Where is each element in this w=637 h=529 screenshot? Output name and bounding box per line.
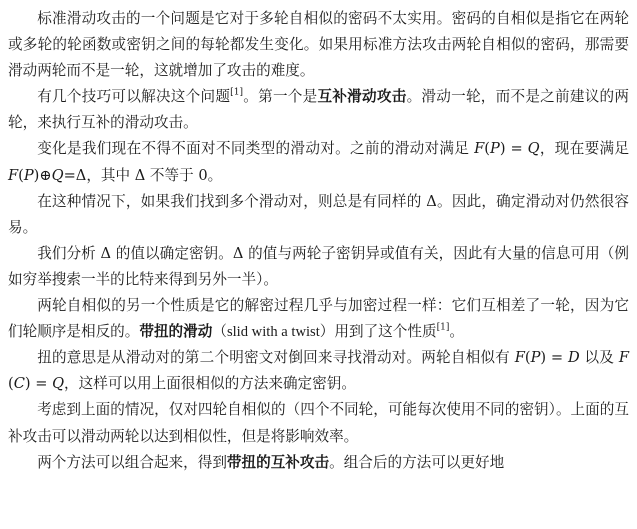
math-variable: Q: [51, 166, 64, 184]
bold-term: 带扭的滑动: [139, 323, 213, 341]
text-run: 。滑动一轮，而不是之前建议的两轮，来执行互补的滑动攻击。: [8, 88, 629, 132]
text-run: 扭的意思是从滑动对的第二个明密文对倒回来寻找滑动对。两轮自相似有: [37, 349, 515, 367]
text-run: 。: [449, 323, 464, 341]
text-run: 以及: [579, 349, 619, 367]
text-run: (: [484, 140, 490, 158]
text-run: 两轮自相似的另一个性质是它的解密过程几乎与加密过程一样：它们互相差了一轮，因为它们轮顺序是相反的。: [8, 297, 629, 341]
math-variable: P: [23, 166, 34, 184]
bold-term: 带扭的互补攻击: [226, 453, 330, 471]
english-term: slid with a twist: [226, 324, 320, 341]
text-run: ) =: [499, 140, 523, 158]
text-run: 考虑到上面的情况，仅对四轮自相似的（四个不同轮，可能每次使用不同的密钥）。上面的互补攻击可以滑动两轮以达到相似性，但是将影响效率。: [8, 401, 629, 445]
text-run: 两个方法可以组合起来，得到: [37, 453, 227, 471]
math-variable: F: [8, 166, 19, 184]
paragraph: [8, 84, 629, 136]
text-run: ）用到了这个性质: [319, 323, 437, 341]
text-run: ) =: [24, 375, 53, 393]
text-run: (: [524, 349, 531, 367]
text-run: (: [8, 375, 14, 393]
bold-term: 互补滑动攻击: [317, 88, 407, 106]
text-run: ) =: [540, 349, 568, 367]
text-run: 。组合后的方法可以更好地: [329, 453, 505, 471]
paragraph: [8, 345, 629, 397]
math-variable: D: [567, 349, 580, 367]
paragraph: [8, 136, 629, 188]
paragraph: [8, 450, 629, 476]
math-variable: Q: [52, 375, 65, 393]
math-variable: P: [530, 349, 541, 367]
text-run: (: [18, 166, 24, 184]
math-variable: C: [13, 375, 25, 393]
text-run: 变化是我们现在不得不面对不同类型的滑动对。之前的滑动对满足: [37, 140, 475, 158]
math-variable: P: [489, 140, 500, 158]
math-variable: F: [618, 349, 629, 367]
text-run: 。第一个是: [243, 88, 318, 106]
math-variable: F: [514, 349, 525, 367]
text-run: ，现在要满足: [539, 140, 629, 158]
paragraph: [8, 241, 629, 293]
paragraph: [8, 189, 629, 241]
text-run: =Δ，其中 Δ 不等于 0。: [63, 166, 223, 184]
paragraph: [8, 293, 629, 345]
text-run: 在这种情况下，如果我们找到多个滑动对，则总是有同样的 Δ。因此，确定滑动对仍然很容易。: [8, 192, 629, 236]
paragraph: [8, 397, 629, 449]
text-run: 我们分析 Δ 的值以确定密钥。Δ 的值与两轮子密钥异或值有关，因此有大量的信息可用（例如穷举搜索一半的比特来得到另外一半）。: [8, 244, 629, 288]
math-variable: F: [474, 140, 485, 158]
text-run: ，这样可以用上面很相似的方法来确定密钥。: [64, 375, 356, 393]
paragraph: [8, 6, 629, 84]
text-run: 有几个技巧可以解决这个问题: [37, 88, 231, 106]
text-run: )⊕: [33, 166, 52, 184]
citation-reference: [1]: [436, 322, 450, 333]
text-run: 标准滑动攻击的一个问题是它对于多轮自相似的密码不太实用。密码的自相似是指它在两轮或多轮的轮函数或密钥之间的每轮都发生变化。如果用标准方法攻击两轮自相似的密码，那需要滑动两轮而不是一轮，这就增加了攻击的难度。: [8, 10, 629, 80]
text-run: （: [212, 323, 227, 341]
math-variable: Q: [522, 140, 540, 158]
citation-reference: [1]: [230, 87, 243, 98]
